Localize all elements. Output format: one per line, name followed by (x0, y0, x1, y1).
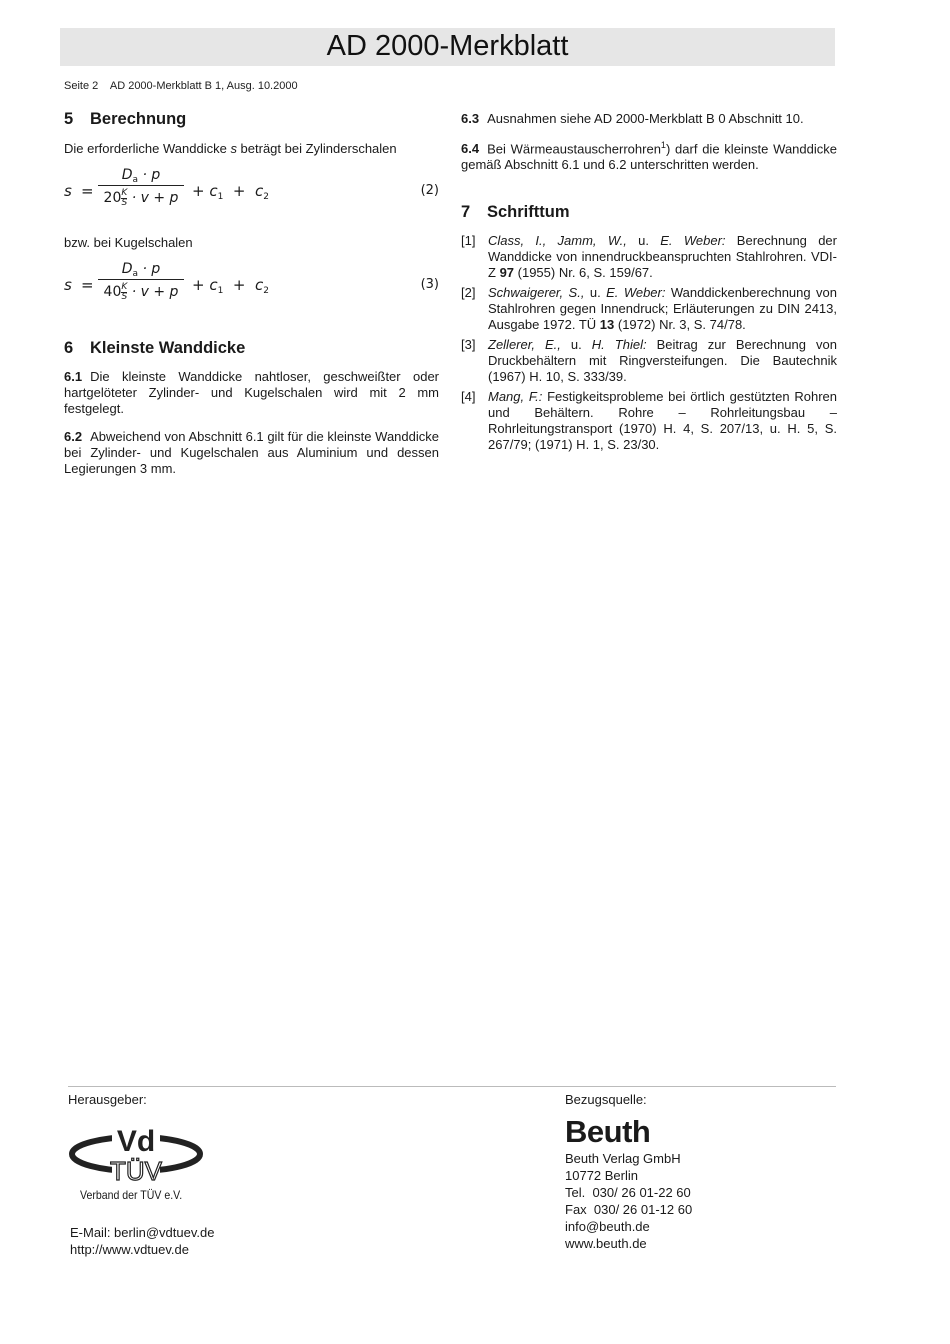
right-column (461, 108, 837, 457)
source-label: Bezugsquelle: (565, 1092, 647, 1107)
paragraph-6-4: 6.4 Bei Wärmeaustauscherrohren$^1$) darf die kleinste Wanddicke gemäß Abschnitt 6.1 und 6.2 unterschritten werden. (461, 140, 837, 173)
beuth-line: info@beuth.de (565, 1219, 650, 1234)
paragraph-6-1: 6.1 Die kleinste Wanddicke nahtloser, geschweißter oder hartgelöteter Zylinder- und Kugelschalen wird mit 2 mm festgelegt. (64, 369, 439, 416)
publisher-label: Herausgeber: (68, 1092, 147, 1107)
reference-item: [3] Zellerer, E., u. H. Thiel: Beitrag zur Berechnung von Druckbehältern mit Ringversteifungen. Die Bautechnik (1967) H. 10, S. 333/39. (461, 337, 837, 385)
left-column (64, 108, 439, 477)
formula-2: s = $D_a \cdot p$ 20 $\frac{K}{S}$ · v + p + $c_1 + c_2$ (2) (64, 167, 439, 208)
section-7-heading: 7 Schrifttum (461, 203, 570, 222)
beuth-line: www.beuth.de (565, 1236, 647, 1251)
vdtuev-logo-graphic (68, 1118, 208, 1188)
beuth-line: Beuth Verlag GmbH (565, 1151, 681, 1166)
svg-text:TÜV: TÜV (110, 1156, 162, 1186)
reference-item: [1] Class, I., Jamm, W., u. E. Weber: Berechnung der Wanddicke von innendruckbeanspruchten Stahlrohren. VDI-Z 97 (1955) Nr. 6, S. 159/67. (461, 233, 837, 281)
formula-3: s = $D_a \cdot p$ 40 $\frac{K}{S}$ · v + p + $c_1 + c_2$ (3) (64, 261, 439, 302)
header-bar (60, 28, 835, 66)
vdtuev-caption: Verband der TÜV e.V. (80, 1188, 183, 1202)
section-5-intro: Die erforderliche Wanddicke s beträgt bei Zylinderschalen (64, 141, 397, 156)
beuth-line: 10772 Berlin (565, 1168, 638, 1183)
beuth-line: Fax 030/ 26 01-12 60 (565, 1202, 693, 1217)
reference-list (461, 233, 837, 453)
section-6-heading: 6 Kleinste Wanddicke (64, 339, 246, 357)
reference-item: [2] Schwaigerer, S., u. E. Weber: Wanddickenberechnung von Stahlrohren gegen Innendruck; Erläuterungen zu DIN 2413, Ausgabe 1972. TÜ 13 (1972) Nr. 3, S. 74/78. (461, 285, 837, 333)
svg-text:Vd: Vd (116, 1125, 156, 1158)
paragraph-6-3: 6.3 Ausnahmen siehe AD 2000-Merkblatt B 0 Abschnitt 10. (461, 111, 804, 126)
section-5-heading: 5 Berechnung (64, 110, 187, 128)
vdtuev-logo (68, 1118, 208, 1188)
section-5-mid-text: bzw. bei Kugelschalen (64, 235, 193, 250)
beuth-address (565, 1150, 692, 1252)
page-title: AD 2000-Merkblatt (326, 30, 569, 62)
beuth-line: Tel. 030/ 26 01-22 60 (565, 1185, 691, 1200)
beuth-logo: Beuth (565, 1114, 651, 1149)
publisher-email: E-Mail: berlin@vdtuev.de (70, 1225, 215, 1240)
reference-item: [4] Mang, F.: Festigkeitsprobleme bei örtlich gestützten Rohren und Behältern. Rohre – Rohrleitungsbau – Rohrleitungstransport (1970) H. 4, S. 207/13, u. H. 5, S. 267/79; (1971) H. 1, S. 23/30. (461, 389, 837, 453)
publisher-website: http://www.vdtuev.de (70, 1242, 189, 1257)
paragraph-6-2: 6.2 Abweichend von Abschnitt 6.1 gilt für die kleinste Wanddicke bei Zylinder- und Kugelschalen aus Aluminium und dessen Legierungen 3 mm. (64, 429, 439, 476)
page-reference-line: Seite 2 AD 2000-Merkblatt B 1, Ausg. 10.2000 (64, 80, 298, 92)
footer-divider (68, 1086, 836, 1087)
